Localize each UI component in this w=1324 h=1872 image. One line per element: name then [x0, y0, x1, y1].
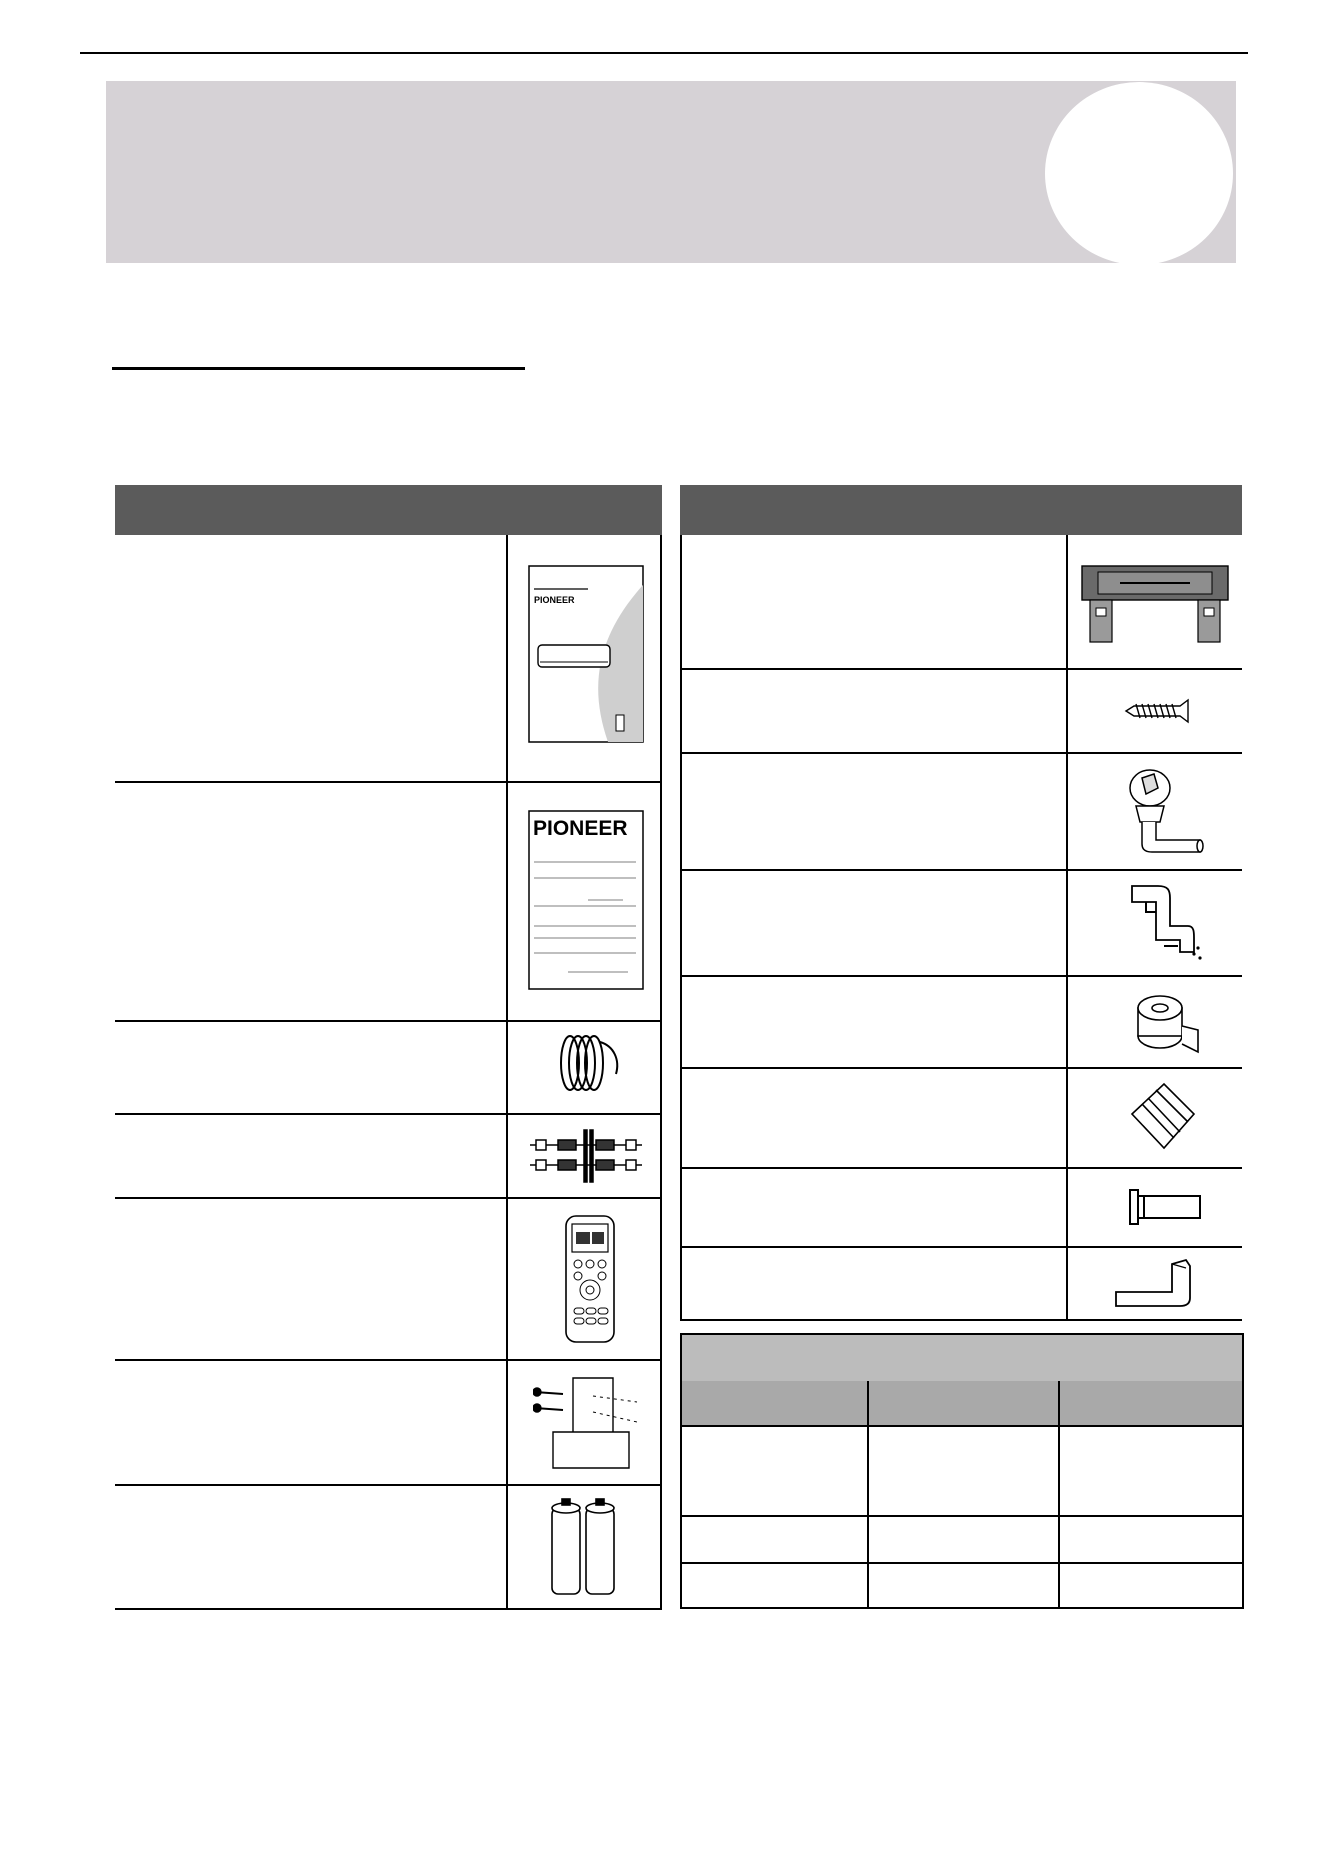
left-row-sep [115, 1113, 662, 1115]
spec-grid-line [680, 1562, 1244, 1564]
right-row-sep [680, 975, 1242, 977]
spec-grid-line [680, 1333, 1244, 1335]
installation-manual-icon [528, 565, 644, 743]
manual-logo-text: PIONEER [534, 595, 575, 605]
right-row-sep [680, 1246, 1242, 1248]
left-row-sep [115, 781, 662, 783]
spec-table-header-row [680, 1381, 1242, 1425]
remote-holder-icon [533, 1372, 643, 1472]
right-table-divider [1066, 535, 1068, 1320]
left-table-header [115, 485, 662, 535]
right-row-sep [680, 752, 1242, 754]
section-heading [112, 340, 525, 364]
left-table-divider [506, 535, 508, 1610]
hex-key-icon [1112, 1258, 1198, 1308]
insulation-sleeve-icon [1128, 1080, 1198, 1154]
spec-grid-line [680, 1333, 682, 1609]
right-row-sep [680, 1067, 1242, 1069]
warranty-card-icon [528, 810, 644, 990]
remote-control-icon [562, 1214, 618, 1344]
spec-grid-line [680, 1515, 1244, 1517]
batteries-icon [548, 1496, 620, 1596]
spec-grid-line [680, 1425, 1244, 1427]
left-table-right-border [660, 535, 662, 1610]
warranty-logo-text: PIONEER [533, 817, 628, 840]
top-rule [80, 52, 1248, 54]
left-row-sep [115, 1020, 662, 1022]
drain-joint-icon [1128, 766, 1204, 854]
right-row-sep [680, 668, 1242, 670]
left-table-bottom [115, 1608, 662, 1610]
mounting-plate-icon [1080, 562, 1230, 644]
section-heading-underline [112, 367, 525, 370]
spec-grid-line [680, 1607, 1244, 1609]
right-row-sep [680, 1167, 1242, 1169]
spec-grid-line [867, 1381, 869, 1609]
right-table-bottom [680, 1319, 1242, 1321]
screw-icon [1122, 696, 1194, 726]
left-row-sep [115, 1197, 662, 1199]
pipe-connector-icon [528, 1128, 644, 1184]
drain-hose-icon [1128, 882, 1204, 962]
right-table-header [680, 485, 1242, 535]
wall-anchor-icon [1126, 1186, 1204, 1228]
left-row-sep [115, 1359, 662, 1361]
chapter-badge [1045, 82, 1233, 265]
right-row-sep [680, 869, 1242, 871]
tape-roll-icon [1132, 990, 1202, 1056]
spec-table-title-row [680, 1333, 1242, 1381]
left-row-sep [115, 1484, 662, 1486]
right-table-left-border [680, 535, 682, 1320]
cable-coil-icon [558, 1032, 624, 1094]
spec-grid-line [1242, 1333, 1244, 1609]
spec-grid-line [1058, 1381, 1060, 1609]
